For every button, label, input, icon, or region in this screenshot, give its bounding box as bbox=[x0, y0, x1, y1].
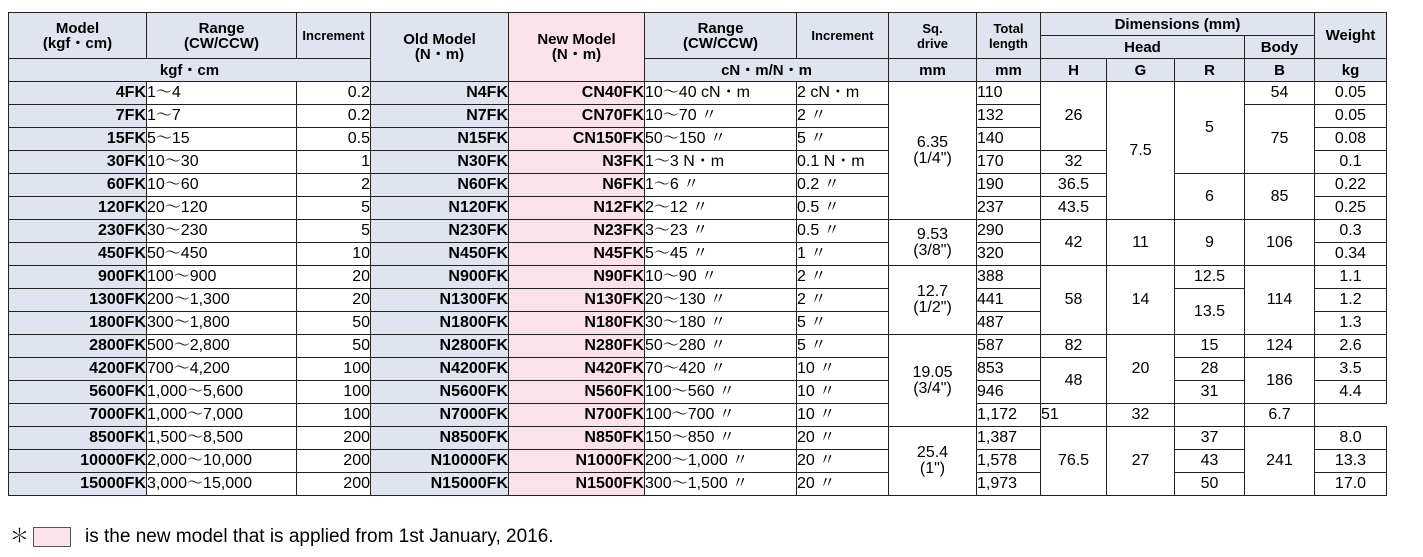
total-length-cell: 290 bbox=[977, 220, 1041, 243]
old-model-cell: N15000FK bbox=[371, 473, 509, 496]
increment-new-cell: 2 〃 bbox=[797, 266, 889, 289]
total-length-cell: 441 bbox=[977, 289, 1041, 312]
model-cell: 15000FK bbox=[9, 473, 147, 496]
range-new-cell: 100～700 〃 bbox=[645, 404, 797, 427]
r-cell: 12.5 bbox=[1175, 266, 1245, 289]
increment-new-cell: 20 〃 bbox=[797, 450, 889, 473]
model-cell: 1800FK bbox=[9, 312, 147, 335]
range-new-cell: 50～280 〃 bbox=[645, 335, 797, 358]
range-new-cell: 30～180 〃 bbox=[645, 312, 797, 335]
new-model-cell: N90FK bbox=[509, 266, 645, 289]
old-model-cell: N900FK bbox=[371, 266, 509, 289]
range-new-cell: 10～70 〃 bbox=[645, 105, 797, 128]
new-model-cell: N6FK bbox=[509, 174, 645, 197]
model-cell: 120FK bbox=[9, 197, 147, 220]
increment-cell: 20 bbox=[297, 289, 371, 312]
weight-cell: 0.22 bbox=[1315, 174, 1387, 197]
table-row bbox=[9, 335, 1387, 358]
range-new-cell: 2～12 〃 bbox=[645, 197, 797, 220]
range-cell: 1～7 bbox=[147, 105, 297, 128]
b-cell: 186 bbox=[1245, 358, 1315, 404]
range-new-cell: 10～90 〃 bbox=[645, 266, 797, 289]
old-model-cell: N7FK bbox=[371, 105, 509, 128]
header-range: Range (CW/CCW) bbox=[147, 13, 297, 59]
new-model-cell: N45FK bbox=[509, 243, 645, 266]
increment-cell: 5 bbox=[297, 220, 371, 243]
table-row bbox=[9, 381, 1387, 404]
increment-new-cell: 10 〃 bbox=[797, 381, 889, 404]
new-model-color-swatch bbox=[33, 527, 71, 547]
new-model-cell: N700FK bbox=[509, 404, 645, 427]
total-length-cell: 587 bbox=[977, 335, 1041, 358]
range-new-cell: 50～150 〃 bbox=[645, 128, 797, 151]
range-cell: 1,000～5,600 bbox=[147, 381, 297, 404]
total-length-cell: 1,578 bbox=[977, 450, 1041, 473]
old-model-cell: N1800FK bbox=[371, 312, 509, 335]
model-cell: 7FK bbox=[9, 105, 147, 128]
total-length-cell: 140 bbox=[977, 128, 1041, 151]
table-row bbox=[9, 427, 1387, 450]
old-model-cell: N15FK bbox=[371, 128, 509, 151]
model-cell: 4200FK bbox=[9, 358, 147, 381]
increment-new-cell: 20 〃 bbox=[797, 473, 889, 496]
weight-cell: 0.1 bbox=[1315, 151, 1387, 174]
total-length-cell: 487 bbox=[977, 312, 1041, 335]
increment-cell: 200 bbox=[297, 450, 371, 473]
old-model-cell: N60FK bbox=[371, 174, 509, 197]
r-cell: 28 bbox=[1175, 358, 1245, 381]
old-model-cell: N120FK bbox=[371, 197, 509, 220]
increment-new-cell: 20 〃 bbox=[797, 427, 889, 450]
h-cell: 42 bbox=[1041, 220, 1107, 266]
range-cell: 1,000～7,000 bbox=[147, 404, 297, 427]
range-cell: 1～4 bbox=[147, 82, 297, 105]
table-row bbox=[9, 82, 1387, 105]
model-cell: 8500FK bbox=[9, 427, 147, 450]
old-model-cell: N4200FK bbox=[371, 358, 509, 381]
range-new-cell: 100～560 〃 bbox=[645, 381, 797, 404]
weight-cell: 0.05 bbox=[1315, 82, 1387, 105]
unit-mm-total: mm bbox=[977, 59, 1041, 82]
r-cell: 6 bbox=[1175, 174, 1245, 220]
total-length-cell: 190 bbox=[977, 174, 1041, 197]
new-model-cell: CN40FK bbox=[509, 82, 645, 105]
model-cell: 2800FK bbox=[9, 335, 147, 358]
weight-cell: 1.1 bbox=[1315, 266, 1387, 289]
b-cell: 75 bbox=[1245, 105, 1315, 174]
sq-drive-cell: 12.7 (1/2") bbox=[889, 266, 977, 335]
header-range-new: Range (CW/CCW) bbox=[645, 13, 797, 59]
header-old-model: Old Model (N・m) bbox=[371, 13, 509, 82]
increment-new-cell: 0.5 〃 bbox=[797, 197, 889, 220]
old-model-cell: N5600FK bbox=[371, 381, 509, 404]
new-model-cell: N280FK bbox=[509, 335, 645, 358]
increment-cell: 20 bbox=[297, 266, 371, 289]
range-cell: 3,000～15,000 bbox=[147, 473, 297, 496]
range-new-cell: 150～850 〃 bbox=[645, 427, 797, 450]
model-cell: 60FK bbox=[9, 174, 147, 197]
increment-new-cell: 1 〃 bbox=[797, 243, 889, 266]
weight-cell: 13.3 bbox=[1315, 450, 1387, 473]
r-cell: 32 bbox=[1107, 404, 1175, 427]
table-row bbox=[9, 266, 1387, 289]
table-row bbox=[9, 404, 1387, 427]
header-sq-drive: Sq. drive bbox=[889, 13, 977, 59]
weight-cell: 1.3 bbox=[1315, 312, 1387, 335]
g-cell: 27 bbox=[1107, 427, 1175, 496]
increment-new-cell: 0.2 〃 bbox=[797, 174, 889, 197]
weight-cell: 3.5 bbox=[1315, 358, 1387, 381]
increment-cell: 200 bbox=[297, 473, 371, 496]
table-row bbox=[9, 473, 1387, 496]
sq-drive-cell: 25.4 (1") bbox=[889, 427, 977, 496]
unit-cnm: cN・m/N・m bbox=[645, 59, 889, 82]
total-length-cell: 132 bbox=[977, 105, 1041, 128]
increment-new-cell: 10 〃 bbox=[797, 358, 889, 381]
r-cell: 13.5 bbox=[1175, 289, 1245, 335]
table-row bbox=[9, 358, 1387, 381]
g-cell: 14 bbox=[1107, 266, 1175, 335]
increment-new-cell: 2 cN・m bbox=[797, 82, 889, 105]
increment-cell: 100 bbox=[297, 404, 371, 427]
b-cell: 85 bbox=[1245, 174, 1315, 220]
range-cell: 1,500～8,500 bbox=[147, 427, 297, 450]
increment-cell: 200 bbox=[297, 427, 371, 450]
b-cell: 241 bbox=[1245, 427, 1315, 496]
new-model-cell: N23FK bbox=[509, 220, 645, 243]
table-row bbox=[9, 174, 1387, 197]
h-cell: 32 bbox=[1041, 151, 1107, 174]
unit-kg: kg bbox=[1315, 59, 1387, 82]
r-cell: 9 bbox=[1175, 220, 1245, 266]
new-model-cell: N3FK bbox=[509, 151, 645, 174]
sq-drive-cell: 19.05 (3/4") bbox=[889, 335, 977, 427]
range-new-cell: 1～6 〃 bbox=[645, 174, 797, 197]
b-cell: 54 bbox=[1245, 82, 1315, 105]
increment-cell: 0.2 bbox=[297, 82, 371, 105]
increment-new-cell: 5 〃 bbox=[797, 312, 889, 335]
h-cell: 82 bbox=[1041, 335, 1107, 358]
new-model-cell: N12FK bbox=[509, 197, 645, 220]
increment-cell: 1 bbox=[297, 151, 371, 174]
torque-spec-table bbox=[8, 12, 1387, 496]
model-cell: 4FK bbox=[9, 82, 147, 105]
old-model-cell: N7000FK bbox=[371, 404, 509, 427]
g-cell: 20 bbox=[1107, 335, 1175, 404]
h-cell: 58 bbox=[1041, 266, 1107, 335]
model-cell: 5600FK bbox=[9, 381, 147, 404]
model-cell: 230FK bbox=[9, 220, 147, 243]
r-cell: 43 bbox=[1175, 450, 1245, 473]
footnote bbox=[10, 526, 554, 548]
increment-new-cell: 5 〃 bbox=[797, 128, 889, 151]
new-model-cell: N180FK bbox=[509, 312, 645, 335]
total-length-cell: 1,387 bbox=[977, 427, 1041, 450]
weight-cell: 0.25 bbox=[1315, 197, 1387, 220]
header-b: B bbox=[1245, 59, 1315, 82]
increment-cell: 5 bbox=[297, 197, 371, 220]
old-model-cell: N450FK bbox=[371, 243, 509, 266]
increment-cell: 2 bbox=[297, 174, 371, 197]
range-cell: 30～230 bbox=[147, 220, 297, 243]
increment-cell: 0.2 bbox=[297, 105, 371, 128]
new-model-cell: N850FK bbox=[509, 427, 645, 450]
header-increment-new: Increment bbox=[797, 13, 889, 59]
total-length-cell: 946 bbox=[977, 381, 1041, 404]
header-dimensions: Dimensions (mm) bbox=[1041, 13, 1315, 36]
range-cell: 700～4,200 bbox=[147, 358, 297, 381]
range-cell: 10～60 bbox=[147, 174, 297, 197]
header-total-length: Total length bbox=[977, 13, 1041, 59]
increment-new-cell: 10 〃 bbox=[797, 404, 889, 427]
increment-cell: 100 bbox=[297, 381, 371, 404]
model-cell: 10000FK bbox=[9, 450, 147, 473]
sq-drive-cell: 9.53 (3/8") bbox=[889, 220, 977, 266]
range-cell: 5～15 bbox=[147, 128, 297, 151]
total-length-cell: 110 bbox=[977, 82, 1041, 105]
old-model-cell: N4FK bbox=[371, 82, 509, 105]
range-new-cell: 10～40 cN・m bbox=[645, 82, 797, 105]
b-cell bbox=[1175, 404, 1245, 427]
header-head: Head bbox=[1041, 36, 1245, 59]
total-length-cell: 1,973 bbox=[977, 473, 1041, 496]
unit-mm-sq: mm bbox=[889, 59, 977, 82]
table-row bbox=[9, 450, 1387, 473]
new-model-cell: CN150FK bbox=[509, 128, 645, 151]
range-new-cell: 300～1,500 〃 bbox=[645, 473, 797, 496]
weight-cell: 0.08 bbox=[1315, 128, 1387, 151]
b-cell: 106 bbox=[1245, 220, 1315, 266]
h-cell: 36.5 bbox=[1041, 174, 1107, 197]
increment-new-cell: 5 〃 bbox=[797, 335, 889, 358]
old-model-cell: N8500FK bbox=[371, 427, 509, 450]
model-cell: 7000FK bbox=[9, 404, 147, 427]
increment-cell: 10 bbox=[297, 243, 371, 266]
weight-cell: 0.05 bbox=[1315, 105, 1387, 128]
range-new-cell: 200～1,000 〃 bbox=[645, 450, 797, 473]
range-cell: 20～120 bbox=[147, 197, 297, 220]
footnote-text: is the new model that is applied from 1st January, 2016. bbox=[85, 526, 554, 547]
total-length-cell: 1,172 bbox=[977, 404, 1041, 427]
unit-kgfcm: kgf・cm bbox=[9, 59, 371, 82]
g-cell: 7.5 bbox=[1107, 82, 1175, 220]
range-cell: 500～2,800 bbox=[147, 335, 297, 358]
new-model-cell: CN70FK bbox=[509, 105, 645, 128]
new-model-cell: N130FK bbox=[509, 289, 645, 312]
header-body: Body bbox=[1245, 36, 1315, 59]
h-cell: 43.5 bbox=[1041, 197, 1107, 220]
weight-cell: 1.2 bbox=[1315, 289, 1387, 312]
increment-cell: 100 bbox=[297, 358, 371, 381]
header-r: R bbox=[1175, 59, 1245, 82]
range-new-cell: 3～23 〃 bbox=[645, 220, 797, 243]
new-model-cell: N1000FK bbox=[509, 450, 645, 473]
new-model-cell: N420FK bbox=[509, 358, 645, 381]
asterisk-mark: ＊ bbox=[10, 526, 30, 547]
h-cell: 26 bbox=[1041, 82, 1107, 151]
increment-new-cell: 2 〃 bbox=[797, 289, 889, 312]
total-length-cell: 237 bbox=[977, 197, 1041, 220]
header-g: G bbox=[1107, 59, 1175, 82]
header-new-model: New Model (N・m) bbox=[509, 13, 645, 82]
sq-drive-cell: 6.35 (1/4") bbox=[889, 82, 977, 220]
weight-cell: 2.6 bbox=[1315, 335, 1387, 358]
h-cell: 76.5 bbox=[1041, 427, 1107, 496]
table-row bbox=[9, 289, 1387, 312]
weight-cell: 0.34 bbox=[1315, 243, 1387, 266]
increment-new-cell: 0.1 N・m bbox=[797, 151, 889, 174]
new-model-cell: N560FK bbox=[509, 381, 645, 404]
model-cell: 30FK bbox=[9, 151, 147, 174]
increment-new-cell: 2 〃 bbox=[797, 105, 889, 128]
header-weight: Weight bbox=[1315, 13, 1387, 59]
increment-new-cell: 0.5 〃 bbox=[797, 220, 889, 243]
header-model: Model (kgf・cm) bbox=[9, 13, 147, 59]
range-cell: 300～1,800 bbox=[147, 312, 297, 335]
new-model-cell: N1500FK bbox=[509, 473, 645, 496]
weight-cell: 6.7 bbox=[1245, 404, 1315, 427]
header-h: H bbox=[1041, 59, 1107, 82]
model-cell: 1300FK bbox=[9, 289, 147, 312]
h-cell: 48 bbox=[1041, 358, 1107, 404]
r-cell: 50 bbox=[1175, 473, 1245, 496]
model-cell: 900FK bbox=[9, 266, 147, 289]
g-cell: 11 bbox=[1107, 220, 1175, 266]
total-length-cell: 170 bbox=[977, 151, 1041, 174]
range-new-cell: 1～3 N・m bbox=[645, 151, 797, 174]
weight-cell: 17.0 bbox=[1315, 473, 1387, 496]
r-cell: 31 bbox=[1175, 381, 1245, 404]
increment-cell: 50 bbox=[297, 335, 371, 358]
model-cell: 450FK bbox=[9, 243, 147, 266]
range-cell: 50～450 bbox=[147, 243, 297, 266]
total-length-cell: 320 bbox=[977, 243, 1041, 266]
old-model-cell: N30FK bbox=[371, 151, 509, 174]
increment-cell: 50 bbox=[297, 312, 371, 335]
model-cell: 15FK bbox=[9, 128, 147, 151]
weight-cell: 0.3 bbox=[1315, 220, 1387, 243]
b-cell: 124 bbox=[1245, 335, 1315, 358]
range-cell: 100～900 bbox=[147, 266, 297, 289]
old-model-cell: N230FK bbox=[371, 220, 509, 243]
range-cell: 200～1,300 bbox=[147, 289, 297, 312]
weight-cell: 4.4 bbox=[1315, 381, 1387, 404]
r-cell: 5 bbox=[1175, 82, 1245, 174]
weight-cell: 8.0 bbox=[1315, 427, 1387, 450]
table-row bbox=[9, 220, 1387, 243]
range-new-cell: 70～420 〃 bbox=[645, 358, 797, 381]
range-new-cell: 20～130 〃 bbox=[645, 289, 797, 312]
range-cell: 2,000～10,000 bbox=[147, 450, 297, 473]
old-model-cell: N2800FK bbox=[371, 335, 509, 358]
r-cell: 15 bbox=[1175, 335, 1245, 358]
h-cell: 51 bbox=[1041, 404, 1107, 427]
b-cell: 114 bbox=[1245, 266, 1315, 335]
old-model-cell: N10000FK bbox=[371, 450, 509, 473]
old-model-cell: N1300FK bbox=[371, 289, 509, 312]
r-cell: 37 bbox=[1175, 427, 1245, 450]
header-increment: Increment bbox=[297, 13, 371, 59]
total-length-cell: 388 bbox=[977, 266, 1041, 289]
total-length-cell: 853 bbox=[977, 358, 1041, 381]
range-cell: 10～30 bbox=[147, 151, 297, 174]
increment-cell: 0.5 bbox=[297, 128, 371, 151]
range-new-cell: 5～45 〃 bbox=[645, 243, 797, 266]
